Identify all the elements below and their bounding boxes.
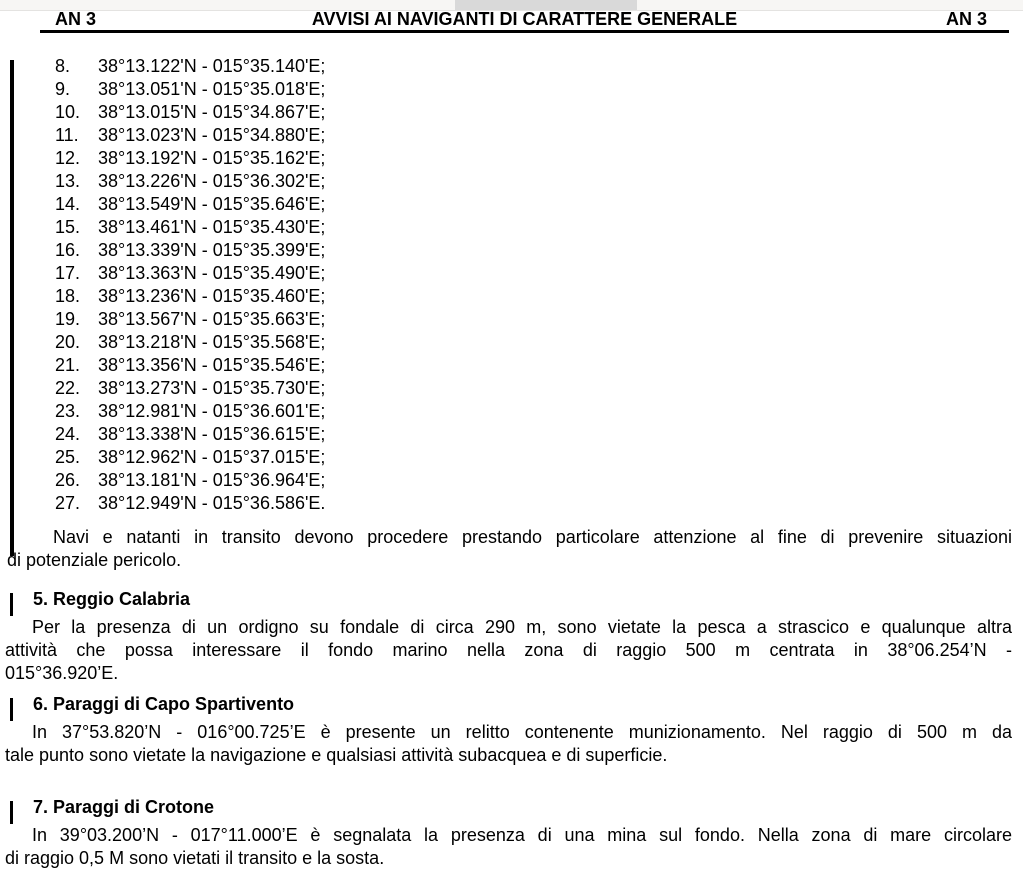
change-bar-coordinates <box>10 60 14 556</box>
list-item-number: 20. <box>55 332 81 352</box>
list-item-number: 10. <box>55 102 81 122</box>
coordinate-value: 38°13.356'N - 015°35.546'E; <box>98 355 326 375</box>
section-heading: 6. Paraggi di Capo Spartivento <box>33 694 295 714</box>
list-item-number: 8. <box>55 56 71 76</box>
header-left-code: AN 3 <box>55 9 97 29</box>
list-item <box>55 446 325 469</box>
list-item <box>55 262 325 285</box>
section-paragraph <box>5 616 1012 685</box>
coordinate-value: 38°12.949'N - 015°36.586'E. <box>98 493 326 513</box>
coordinate-value: 38°13.181'N - 015°36.964'E; <box>98 470 326 490</box>
coordinate-value: 38°12.981'N - 015°36.601'E; <box>98 401 326 421</box>
list-item-number: 11. <box>55 125 79 145</box>
list-item <box>55 354 325 377</box>
coordinate-value: 38°13.015'N - 015°34.867'E; <box>98 102 326 122</box>
section-paragraph <box>5 721 1012 767</box>
coordinate-list <box>55 55 325 515</box>
list-item-number: 15. <box>55 217 81 237</box>
list-item <box>55 308 325 331</box>
list-item-number: 25. <box>55 447 81 467</box>
list-item-number: 9. <box>55 79 71 99</box>
section-heading: 7. Paraggi di Crotone <box>33 797 215 817</box>
list-item-number: 19. <box>55 309 81 329</box>
list-item-number: 23. <box>55 401 81 421</box>
list-item <box>55 285 325 308</box>
list-item-number: 16. <box>55 240 81 260</box>
section-reggio-calabria <box>5 588 1012 685</box>
list-item-number: 27. <box>55 493 81 513</box>
list-item <box>55 239 325 262</box>
transit-warning-paragraph <box>7 526 1012 572</box>
coordinate-value: 38°13.363'N - 015°35.490'E; <box>98 263 326 283</box>
text-line: Per la presenza di un ordigno su fondale di circa 290 m, sono vietate la pesca a strascico e qualunque altra <box>32 617 1012 637</box>
list-item-number: 14. <box>55 194 81 214</box>
coordinate-value: 38°13.273'N - 015°35.730'E; <box>98 378 326 398</box>
list-item <box>55 331 325 354</box>
text-line: tale punto sono vietate la navigazione e qualsiasi attività subacquea e di superficie. <box>5 745 668 765</box>
coordinate-value: 38°13.567'N - 015°35.663'E; <box>98 309 326 329</box>
coordinate-value: 38°13.218'N - 015°35.568'E; <box>98 332 326 352</box>
list-item <box>55 216 325 239</box>
list-item-number: 24. <box>55 424 81 444</box>
list-item <box>55 55 325 78</box>
section-crotone <box>5 796 1012 870</box>
coordinate-value: 38°13.192'N - 015°35.162'E; <box>98 148 326 168</box>
section-paragraph <box>5 824 1012 870</box>
text-line: di raggio 0,5 M sono vietati il transito e la sosta. <box>5 848 385 868</box>
text-line: In 39°03.200’N - 017°11.000’E è segnalata la presenza di una mina sul fondo. Nella zona di mare circolare <box>32 825 1012 845</box>
coordinate-value: 38°12.962'N - 015°37.015'E; <box>98 447 326 467</box>
list-item-number: 12. <box>55 148 81 168</box>
list-item-number: 18. <box>55 286 81 306</box>
list-item <box>55 423 325 446</box>
list-item <box>55 400 325 423</box>
section-heading: 5. Reggio Calabria <box>33 589 191 609</box>
list-item <box>55 170 325 193</box>
list-item <box>55 492 325 515</box>
text-line: di potenziale pericolo. <box>7 550 182 570</box>
coordinate-value: 38°13.236'N - 015°35.460'E; <box>98 286 326 306</box>
coordinate-value: 38°13.051'N - 015°35.018'E; <box>98 79 326 99</box>
list-item <box>55 124 325 147</box>
section-capo-spartivento <box>5 693 1012 767</box>
list-item-number: 13. <box>55 171 81 191</box>
list-item <box>55 377 325 400</box>
page-header <box>40 9 1009 33</box>
header-right-code: AN 3 <box>945 9 987 29</box>
list-item <box>55 147 325 170</box>
text-line: In 37°53.820’N - 016°00.725’E è presente un relitto contenente munizionamento. Nel raggio di 500 m da <box>32 722 1012 742</box>
list-item <box>55 469 325 492</box>
list-item-number: 26. <box>55 470 81 490</box>
text-line: attività che possa interessare il fondo marino nella zona di raggio 500 m centrata in 38°06.254’N - <box>5 640 1012 660</box>
text-line: 015°36.920’E. <box>5 663 119 683</box>
list-item <box>55 78 325 101</box>
list-item-number: 17. <box>55 263 81 283</box>
coordinate-value: 38°13.339'N - 015°35.399'E; <box>98 240 326 260</box>
coordinate-value: 38°13.023'N - 015°34.880'E; <box>98 125 326 145</box>
coordinate-value: 38°13.226'N - 015°36.302'E; <box>98 171 326 191</box>
coordinate-value: 38°13.122'N - 015°35.140'E; <box>98 56 326 76</box>
coordinate-value: 38°13.549'N - 015°35.646'E; <box>98 194 326 214</box>
list-item-number: 22. <box>55 378 81 398</box>
page-title: AVVISI AI NAVIGANTI DI CARATTERE GENERALE <box>311 9 738 29</box>
text-line: Navi e natanti in transito devono procedere prestando particolare attenzione al fine di prevenire situazioni <box>53 527 1012 547</box>
coordinate-value: 38°13.461'N - 015°35.430'E; <box>98 217 326 237</box>
list-item-number: 21. <box>55 355 81 375</box>
coordinate-value: 38°13.338'N - 015°36.615'E; <box>98 424 326 444</box>
list-item <box>55 193 325 216</box>
list-item <box>55 101 325 124</box>
